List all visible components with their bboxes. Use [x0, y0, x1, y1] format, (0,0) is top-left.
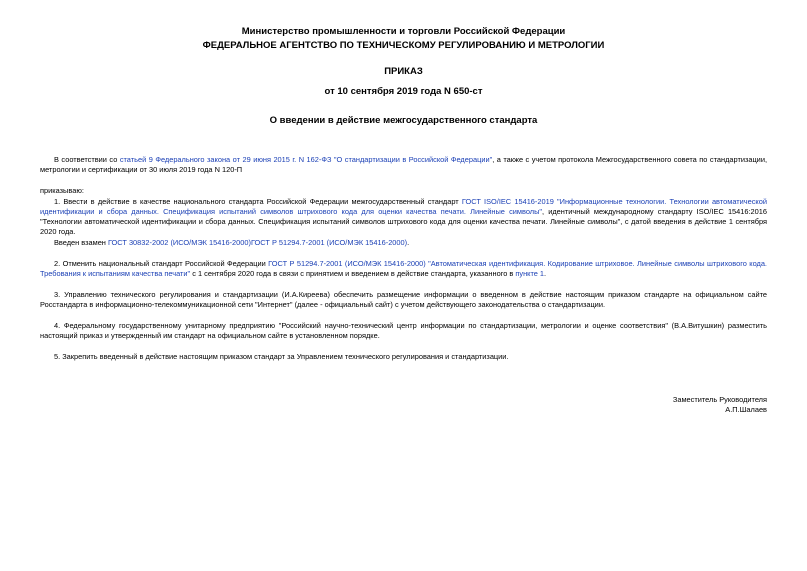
point-1-link[interactable]: пункте 1	[515, 269, 545, 278]
doc-type-heading: ПРИКАЗ	[384, 66, 423, 77]
doc-date-heading: от 10 сентября 2019 года N 650-ст	[324, 86, 483, 97]
intro-text-1: В соответствии со	[54, 155, 120, 164]
item-2-paragraph	[40, 259, 767, 279]
replaced-text-1: Введен взамен	[54, 238, 108, 247]
gost-r-51294-link[interactable]: ГОСТ Р 51294.7-2001 (ИСО/МЭК 15416-2000)	[250, 238, 408, 247]
gost-iso-15416-2019-link[interactable]: ГОСТ ISO/IEC 15416-2019 "Информационные технологии. Технологии автоматической идентификации и сбора данных. Спецификация испытаний символов штрихового кода для оценки качества печати. Линейные символы"	[40, 197, 767, 216]
replaced-text-2: .	[407, 238, 410, 247]
gost-30832-link[interactable]: ГОСТ 30832-2002 (ИСО/МЭК 15416-2000)	[107, 238, 251, 247]
law-link[interactable]: статьей 9 Федерального закона от 29 июня 2015 г. N 162-ФЗ "О стандартизации в Российской Федерации"	[119, 155, 493, 164]
subject-heading: О введении в действие межгосударственного стандарта	[269, 115, 538, 126]
signature-name: А.П.Шалаев	[725, 405, 767, 414]
item-1-text-1: 1. Ввести в действие в качестве национального стандарта Российской Федерации межгосударственный стандарт	[54, 197, 462, 206]
item-2-text-3: .	[544, 269, 547, 278]
replaced-paragraph	[40, 238, 767, 248]
item-2-text-1: 2. Отменить национальный стандарт Российской Федерации	[54, 259, 269, 268]
item-3-paragraph: 3. Управлению технического регулирования и стандартизации (И.А.Киреева) обеспечить размещение информации о введенном в действие настоящим приказом стандарте на официальном сайте Росстандарта в информационно-телекоммуникационной сети "Интернет" (далее - официальный сайт) с учетом действующего законодательства о стандартизации.	[40, 290, 767, 309]
item-1-text-2: , идентичный международному стандарту ISO/IEC 15416:2016 "Технологии автоматической идентификации и сбора данных. Спецификация испытаний символов штрихового кода для оценки качества печати. Линейные символы", с датой введения в действие 1 сентября 2020 года.	[40, 207, 767, 236]
signature-position: Заместитель Руководителя	[672, 395, 767, 404]
agency-heading: ФЕДЕРАЛЬНОЕ АГЕНТСТВО ПО ТЕХНИЧЕСКОМУ РЕГУЛИРОВАНИЮ И МЕТРОЛОГИИ	[202, 40, 605, 51]
ministry-heading: Министерство промышленности и торговли Российской Федерации	[241, 26, 566, 37]
item-1-paragraph	[40, 197, 767, 237]
item-4-paragraph: 4. Федеральному государственному унитарному предприятию "Российский научно-технический центр информации по стандартизации, метрологии и оценке соответствия" (В.А.Витушкин) разместить настоящий приказ и утвержденный им стандарт на официальном сайте в установленном порядке.	[40, 321, 767, 340]
gost-r-51294-cancel-link[interactable]: ГОСТ Р 51294.7-2001 (ИСО/МЭК 15416-2000) "Автоматическая идентификация. Кодирование штриховое. Линейные символы штрихового кода. Требования к испытаниям качества печати"	[40, 259, 767, 278]
item-2-text-2: с 1 сентября 2020 года в связи с принятием и введением в действие стандарта, указанного в	[190, 269, 516, 278]
intro-paragraph	[40, 155, 767, 175]
intro-text-2: , а также с учетом протокола Межгосударственного совета по стандартизации, метрологии и сертификации от 30 июля 2019 года N 120-П	[40, 155, 767, 174]
item-5-paragraph: 5. Закрепить введенный в действие настоящим приказом стандарт за Управлением технического регулирования и стандартизации.	[54, 352, 509, 361]
order-word: приказываю:	[40, 186, 84, 195]
